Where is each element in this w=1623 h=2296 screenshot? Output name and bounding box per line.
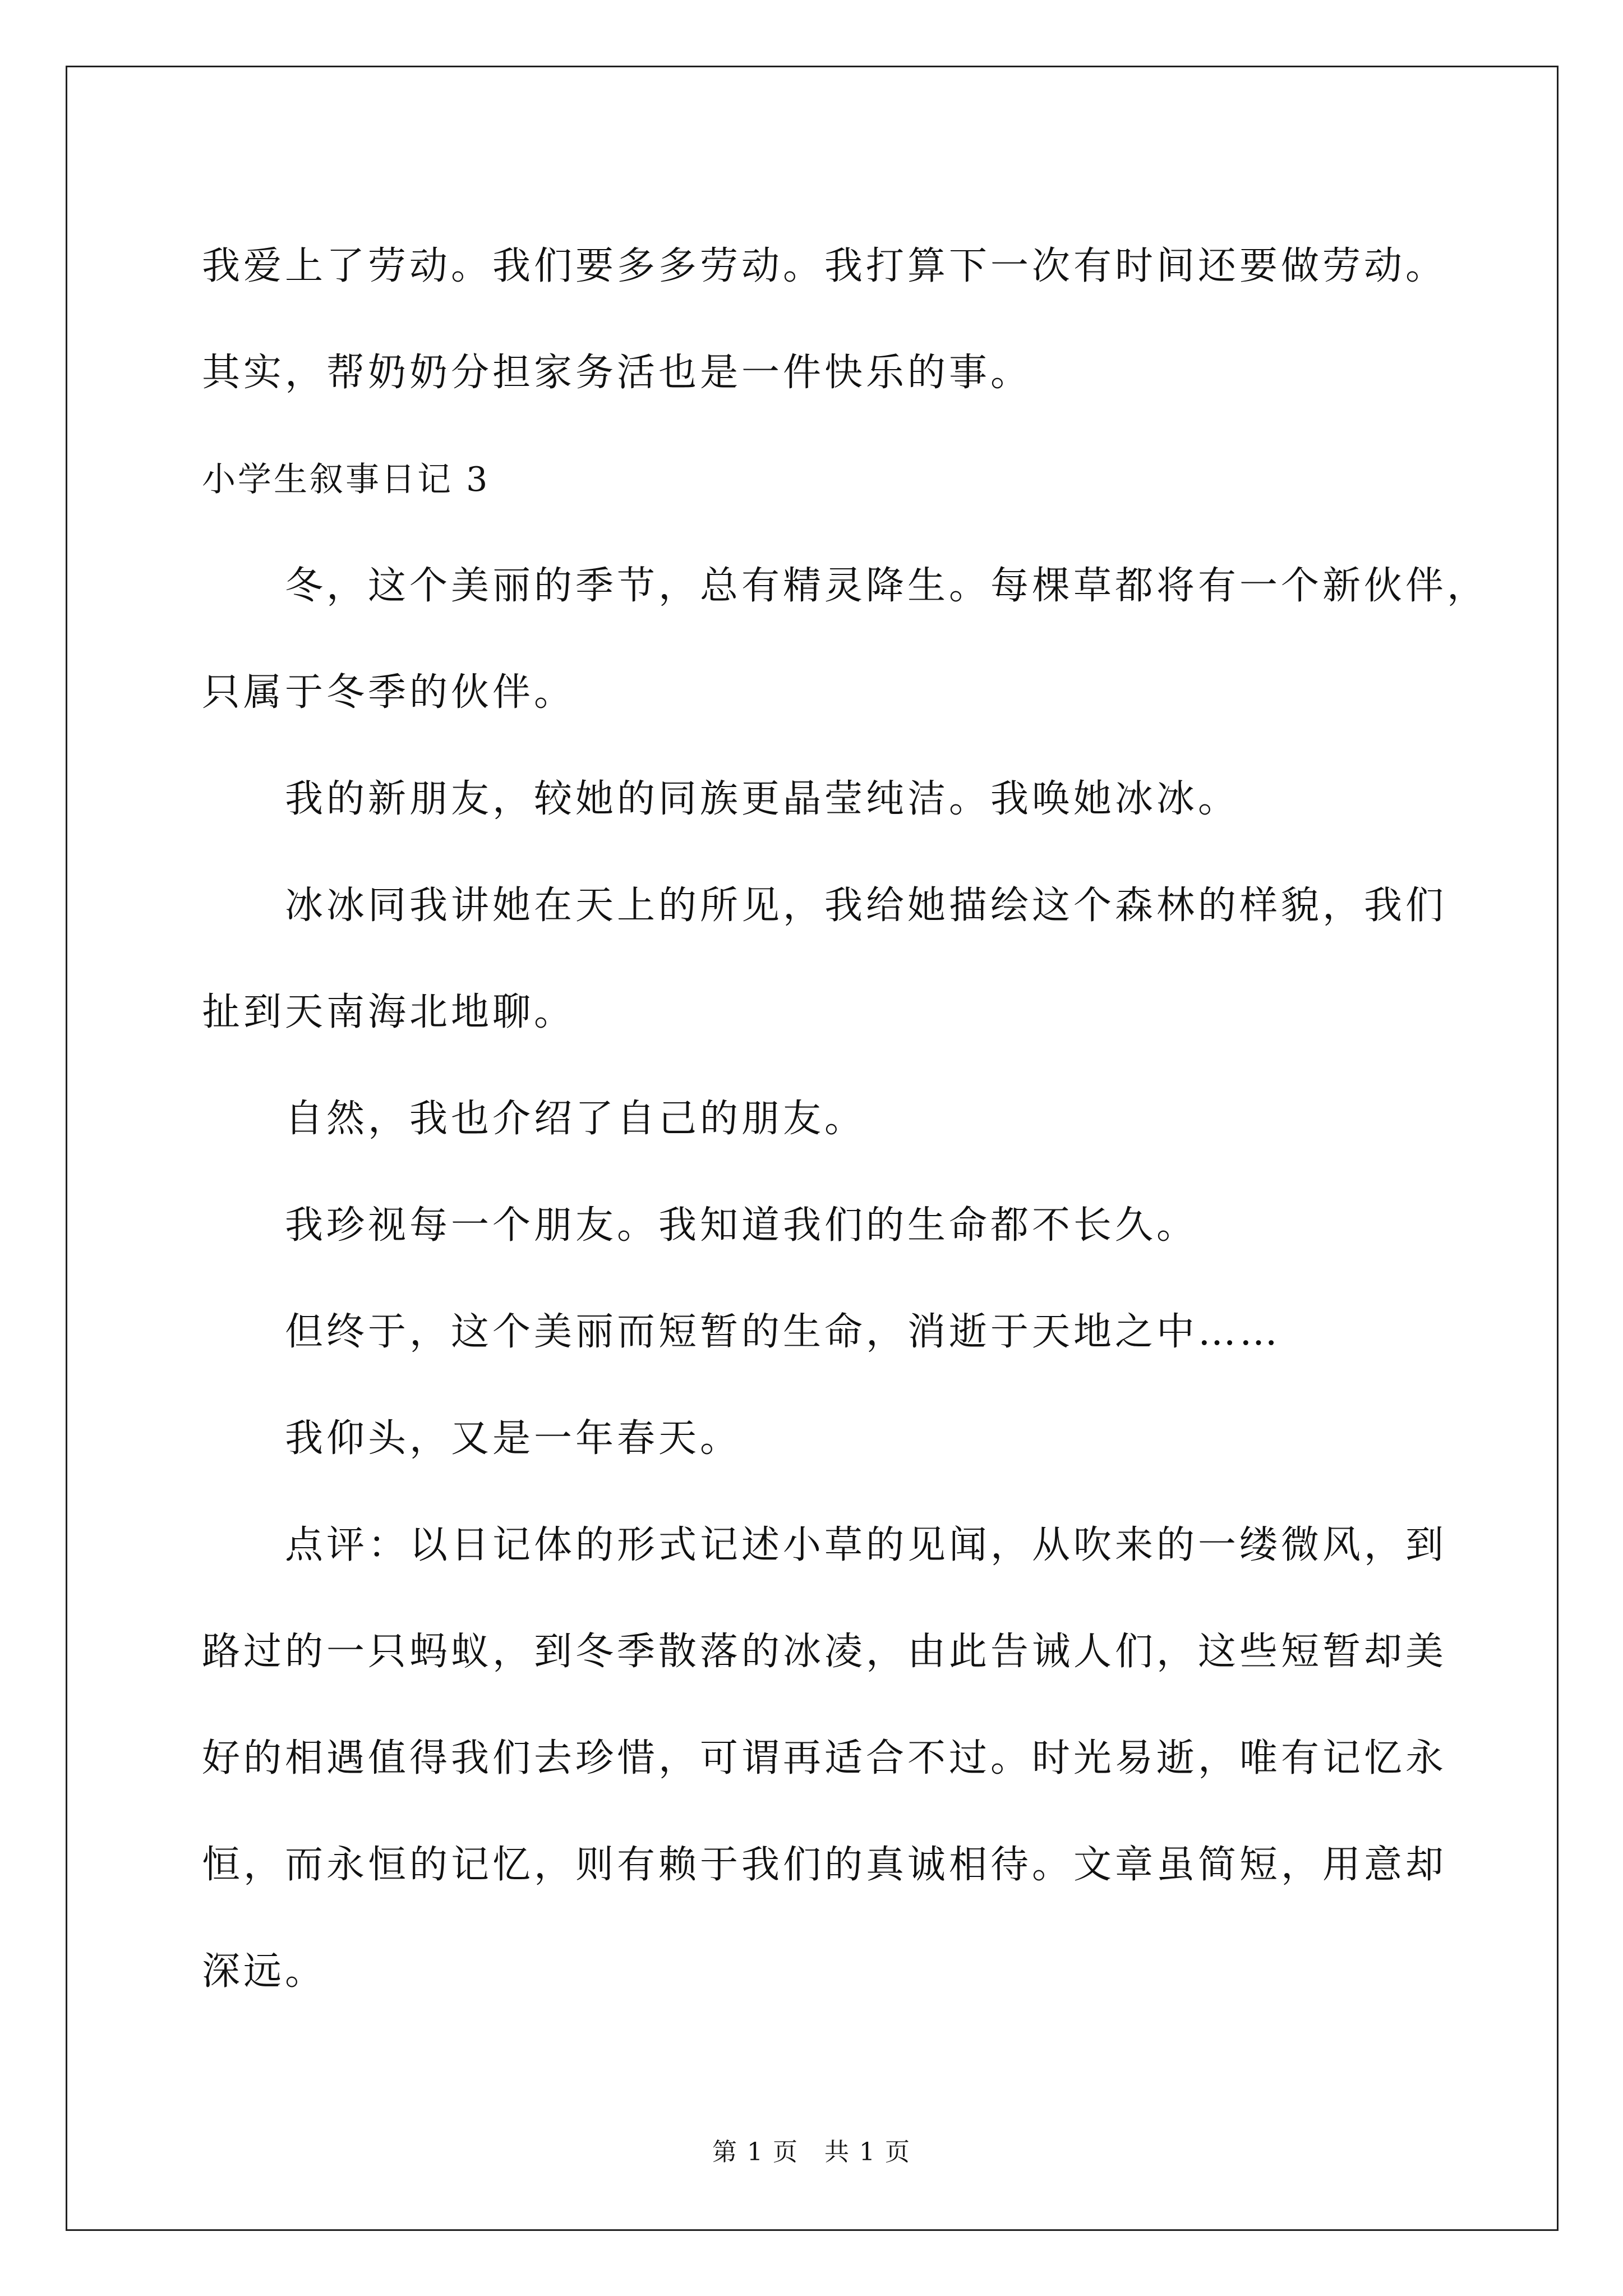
paragraph-first-line: 我的新朋友，较她的同族更晶莹纯洁。我唤她冰冰。 — [285, 777, 1240, 821]
paragraph-first-line: 冰冰同我讲她在天上的所见，我给她描绘这个森林的样貌，我们 — [285, 884, 1447, 928]
paragraph-first-line: 冬，这个美丽的季节，总有精灵降生。每棵草都将有一个新伙伴， — [285, 564, 1489, 608]
paragraph-first-line: 我珍视每一个朋友。我知道我们的生命都不长久。 — [285, 1203, 1198, 1248]
comment-first-line: 点评：以日记体的形式记述小草的见闻，从吹来的一缕微风，到 — [285, 1523, 1447, 1567]
text-line: 深远。 — [202, 1949, 327, 1994]
text-line: 恒，而永恒的记忆，则有赖于我们的真诚相待。文章虽简短，用意却 — [202, 1843, 1447, 1887]
page-number-footer: 第 1 页 共 1 页 — [712, 2138, 911, 2166]
text-line: 路过的一只蚂蚁，到冬季散落的冰凌，由此告诫人们，这些短暂却美 — [202, 1630, 1447, 1674]
text-line: 好的相遇值得我们去珍惜，可谓再适合不过。时光易逝，唯有记忆永 — [202, 1736, 1447, 1780]
paragraph-first-line: 自然，我也介绍了自己的朋友。 — [285, 1097, 866, 1141]
text-line: 只属于冬季的伙伴。 — [202, 670, 576, 715]
section-title: 小学生叙事日记 3 — [202, 460, 490, 499]
text-line: 其实，帮奶奶分担家务活也是一件快乐的事。 — [202, 351, 1032, 395]
paragraph-first-line: 但终于，这个美丽而短暂的生命，消逝于天地之中…… — [285, 1310, 1281, 1354]
text-line: 扯到天南海北地聊。 — [202, 990, 576, 1034]
paragraph-first-line: 我仰头，又是一年春天。 — [285, 1416, 742, 1461]
text-line: 我爱上了劳动。我们要多多劳动。我打算下一次有时间还要做劳动。 — [202, 244, 1447, 288]
document-body — [202, 213, 1489, 2025]
